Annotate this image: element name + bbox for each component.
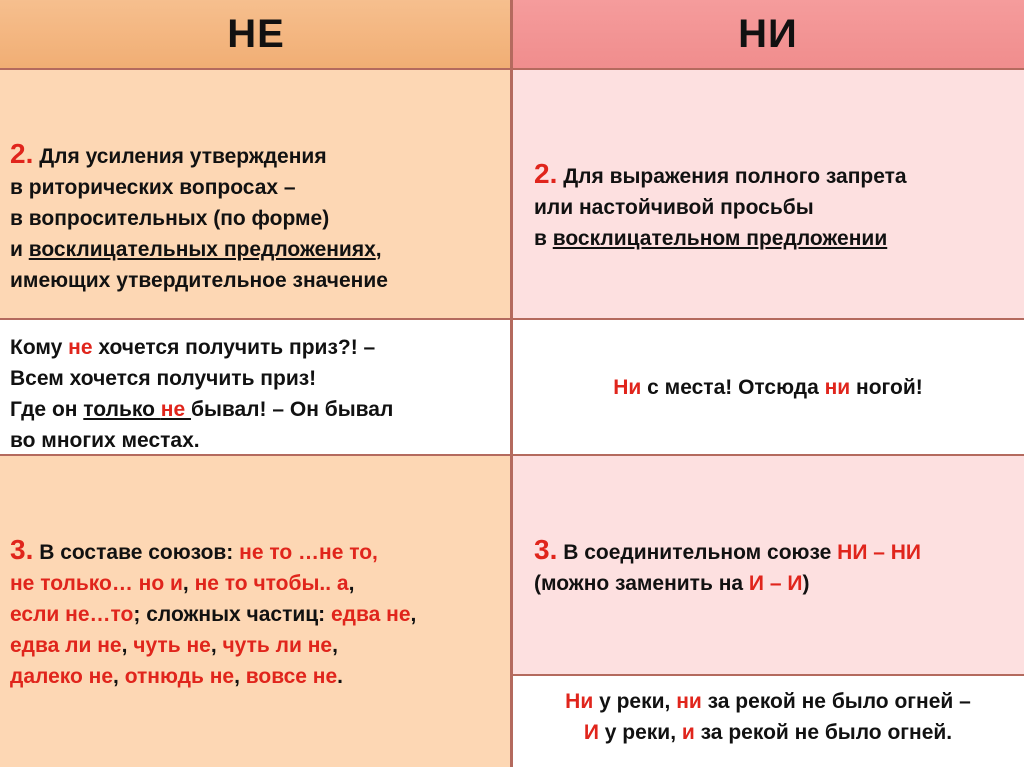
rule-text: Для усиления утверждения — [33, 145, 327, 168]
example-text: с места! Отсюда — [641, 375, 825, 399]
highlight-particle: а — [331, 572, 349, 595]
example-text: во многих местах. — [10, 429, 200, 452]
rule-text: в риторических вопросах – — [10, 176, 296, 199]
underlined-term: восклицательных предложениях — [28, 238, 376, 261]
underlined-word: только — [83, 398, 161, 421]
column-divider — [510, 0, 513, 767]
highlight-particle: не только… — [10, 572, 133, 595]
highlight-particle: ни — [676, 690, 702, 713]
example-text: Где он — [10, 398, 84, 421]
rule-text: , — [210, 634, 223, 657]
rule-ne-2 — [0, 70, 512, 318]
rule-ni-2 — [512, 70, 1024, 318]
header-ni-title: НИ — [738, 11, 798, 56]
underlined-term — [83, 398, 191, 421]
header-ni — [512, 0, 1024, 68]
highlight-particle: чуть ли не — [222, 634, 333, 657]
rule-text: в вопросительных (по форме) — [10, 207, 330, 230]
row-divider — [512, 674, 1024, 676]
highlight-particle: вовсе не — [245, 665, 338, 688]
highlight-particle: ни — [824, 375, 851, 399]
example-text: у реки, — [598, 721, 682, 744]
example-text: у реки, — [593, 690, 677, 713]
highlight-particle: Ни — [613, 375, 642, 399]
rule-text: В соединительном союзе — [557, 541, 838, 564]
rule-text: ; сложных частиц: — [133, 603, 331, 626]
example-ni-3 — [512, 676, 1024, 767]
example-text: Кому — [10, 336, 69, 359]
highlight-particle: но и — [132, 572, 183, 595]
rule-text: , — [375, 238, 382, 261]
example-text: хочется получить приз?! – — [92, 336, 376, 359]
highlight-particle: чуть не — [133, 634, 211, 657]
rule-text: , — [332, 634, 338, 657]
rule-text: или настойчивой просьбы — [534, 196, 814, 219]
highlight-particle: Ни — [565, 690, 594, 713]
rule-text: в — [534, 227, 553, 250]
rule-number: 3. — [10, 534, 34, 565]
highlight-particle: не — [160, 398, 191, 421]
highlight-particle: И – И — [748, 572, 803, 595]
rule-number: 2. — [10, 138, 34, 169]
rule-text: ) — [802, 572, 810, 595]
rule-number: 2. — [534, 158, 558, 189]
rule-text: , — [234, 665, 246, 688]
highlight-particle: и — [681, 721, 695, 744]
rule-text: Для выражения полного запрета — [557, 165, 907, 188]
highlight-particle: отнюдь не — [124, 665, 235, 688]
underlined-term: восклицательном предложении — [552, 227, 888, 250]
rule-text: , — [121, 634, 134, 657]
example-ni-2 — [512, 320, 1024, 454]
rule-text: , — [182, 572, 195, 595]
rule-number: 3. — [534, 534, 558, 565]
rule-ne-3 — [0, 456, 512, 767]
highlight-particle: НИ – НИ — [837, 541, 922, 564]
example-text: Всем хочется получить приз! — [10, 367, 317, 390]
highlight-particle: если не…то — [10, 603, 134, 626]
example-text: ногой! — [850, 375, 923, 399]
highlight-particle: не — [68, 336, 93, 359]
example-text: за рекой не было огней. — [694, 721, 953, 744]
rule-text: (можно заменить на — [534, 572, 749, 595]
header-ne-title: НЕ — [227, 11, 285, 56]
rule-text: , — [410, 603, 417, 626]
rule-text: имеющих утвердительное значение — [10, 269, 388, 292]
rule-text: В составе союзов: — [33, 541, 240, 564]
highlight-particle: не то чтобы.. — [194, 572, 332, 595]
header-ne — [0, 0, 512, 68]
example-text: за рекой не было огней – — [701, 690, 971, 713]
rule-text: . — [337, 665, 343, 688]
rule-text: и — [10, 238, 29, 261]
example-ne-2 — [0, 320, 512, 454]
rule-text: , — [348, 572, 355, 595]
highlight-particle: И — [583, 721, 599, 744]
highlight-particle: далеко не — [10, 665, 114, 688]
highlight-particle: не то …не то, — [239, 541, 378, 564]
rule-text: , — [113, 665, 125, 688]
rule-ni-3 — [512, 456, 1024, 674]
example-text: бывал! – Он бывал — [190, 398, 394, 421]
highlight-particle: едва ли не — [10, 634, 122, 657]
highlight-particle: едва не — [331, 603, 411, 626]
